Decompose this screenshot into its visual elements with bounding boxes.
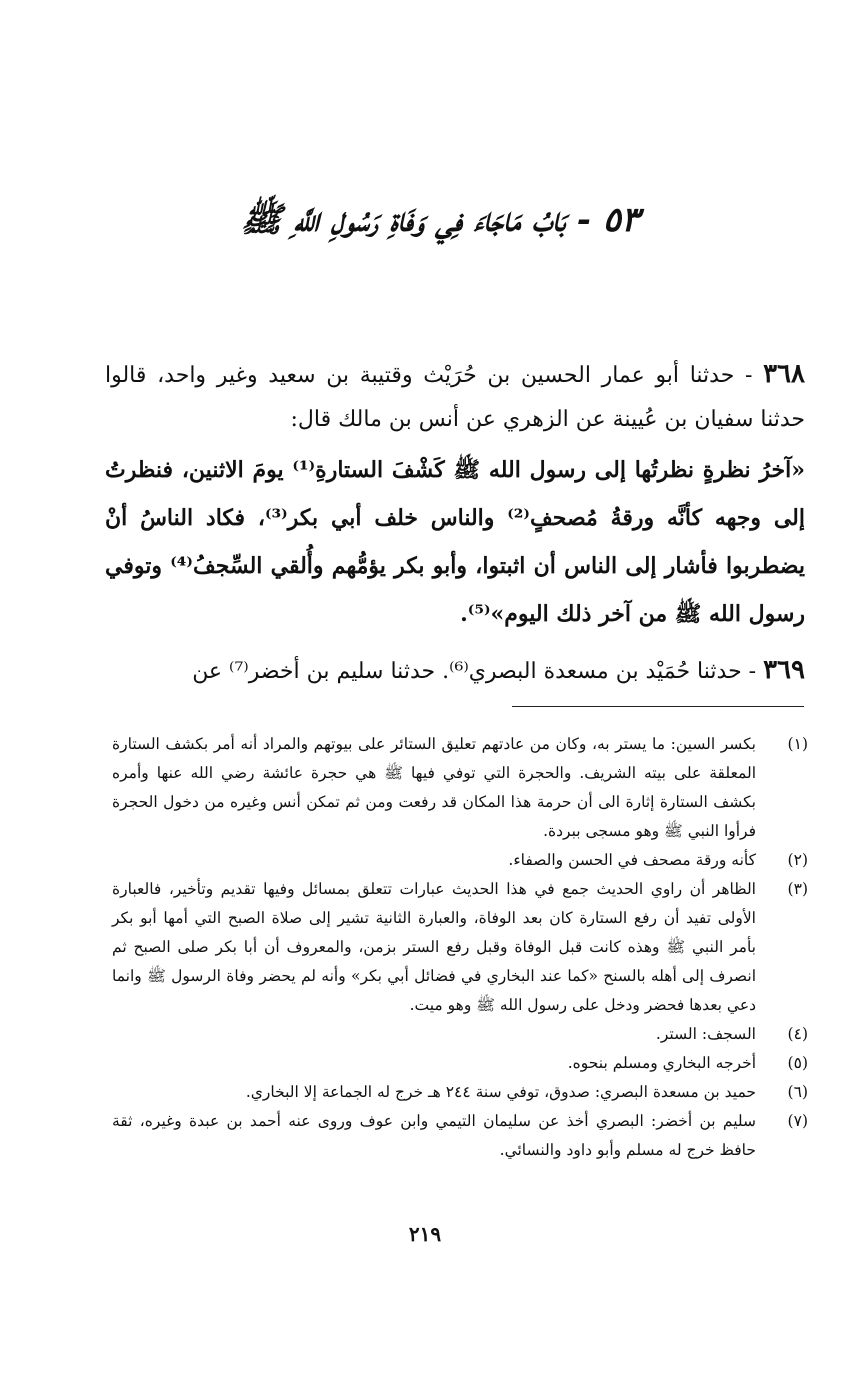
footnote-number: (٣): [787, 880, 808, 898]
footnote-item: [112, 730, 808, 846]
hadith-368-isnad: [105, 352, 805, 442]
footnote-number: (٦): [787, 1083, 808, 1101]
footnote-number: (٥): [787, 1054, 808, 1072]
footnote-item: [112, 846, 808, 875]
hadith-number: ٣٦٩: [763, 655, 805, 685]
main-text: [105, 352, 805, 694]
page-number: ٢١٩: [408, 1222, 442, 1246]
footnote-number: (٢): [787, 851, 808, 869]
footnote-text: كأنه ورقة مصحف في الحسن والصفاء.: [508, 851, 756, 869]
footnote-item: [112, 1020, 808, 1049]
footnote-number: (٧): [787, 1112, 808, 1130]
footnote-number: (١): [787, 735, 808, 753]
footnote-divider: [512, 706, 804, 707]
chapter-title: ٥٣ - بَابُ مَاجَاءَ فِي وَفَاةِ رَسُولِ اللَّهِ ﷺ: [240, 200, 640, 240]
footnote-text: بكسر السين: ما يستر به، وكان من عادتهم تعليق الستائر على بيوتهم والمراد أنه أمر بكشف الستارة المعلقة على بيته الشريف. والحجرة التي توفي فيها ﷺ هي حجرة عائشة رضي الله عنها وأمره بكشف الستارة إثارة الى أن حرمة هذا المكان قد رفعت ومن ثم تمكن أنس وغيره من دخول الحجرة فرأوا النبي ﷺ وهو مسجى ببردة.: [112, 735, 756, 840]
footnote-item: [112, 1078, 808, 1107]
footnote-item: [112, 1107, 808, 1165]
hadith-369-text: - حدثنا حُمَيْد بن مسعدة البصري⁽⁶⁾. حدثنا سليم بن أخضر⁽⁷⁾ عن: [192, 659, 764, 684]
footnotes: [112, 730, 808, 1165]
hadith-number: ٣٦٨: [763, 359, 805, 389]
footnote-text: الظاهر أن راوي الحديث جمع في هذا الحديث عبارات تتعلق بمسائل وفيها تقديم وتأخير، فالعبارة الأولى تفيد أن رفع الستارة كان بعد الوفاة، والعبارة الثانية تشير إلى صلاة الصبح التي أمها أبو بكر بأمر النبي ﷺ وهذه كانت قبل الوفاة وقبل رفع الستر بزمن، والمعروف أن أبا بكر صلى الصبح ثم انصرف إلى أهله بالسنح «كما عند البخاري في فضائل أبي بكر» وأنه لم يحضر وفاة الرسول ﷺ وانما دعي بعدها فحضر ودخل على رسول الله ﷺ وهو ميت.: [112, 880, 756, 1014]
hadith-369: [105, 648, 805, 694]
footnote-text: سليم بن أخضر: البصري أخذ عن سليمان التيمي وابن عوف وروى عنه أحمد بن عبدة وغيره، ثقة حافظ خرج له مسلم وأبو داود والنسائي.: [112, 1112, 756, 1159]
footnote-item: [112, 875, 808, 1020]
footnote-number: (٤): [787, 1025, 808, 1043]
isnad-text: - حدثنا أبو عمار الحسين بن حُرَيْث وقتيبة بن سعيد وغير واحد، قالوا حدثنا سفيان بن عُيينة عن الزهري عن أنس بن مالك قال:: [105, 363, 805, 432]
hadith-368-matn: «آخرُ نظرةٍ نظرتُها إلى رسول الله ﷺ كَشْفَ الستارةِ⁽¹⁾ يومَ الاثنين، فنظرتُ إلى وجهه كأنَّه ورقةُ مُصحفٍ⁽²⁾ والناس خلف أبي بكر⁽³⁾، فكاد الناسُ أنْ يضطربوا فأشار إلى الناس أن اثبتوا، وأبو بكر يؤمُّهم وأُلقي السِّجفُ⁽⁴⁾ وتوفي رسول الله ﷺ من آخر ذلك اليوم»⁽⁵⁾.: [105, 457, 805, 627]
footnote-text: السجف: الستر.: [655, 1025, 756, 1043]
footnote-text: أخرجه البخاري ومسلم بنحوه.: [567, 1054, 756, 1072]
footnote-text: حميد بن مسعدة البصري: صدوق، توفي سنة ٢٤٤ هـ خرج له الجماعة إلا البخاري.: [245, 1083, 756, 1101]
footnote-item: [112, 1049, 808, 1078]
